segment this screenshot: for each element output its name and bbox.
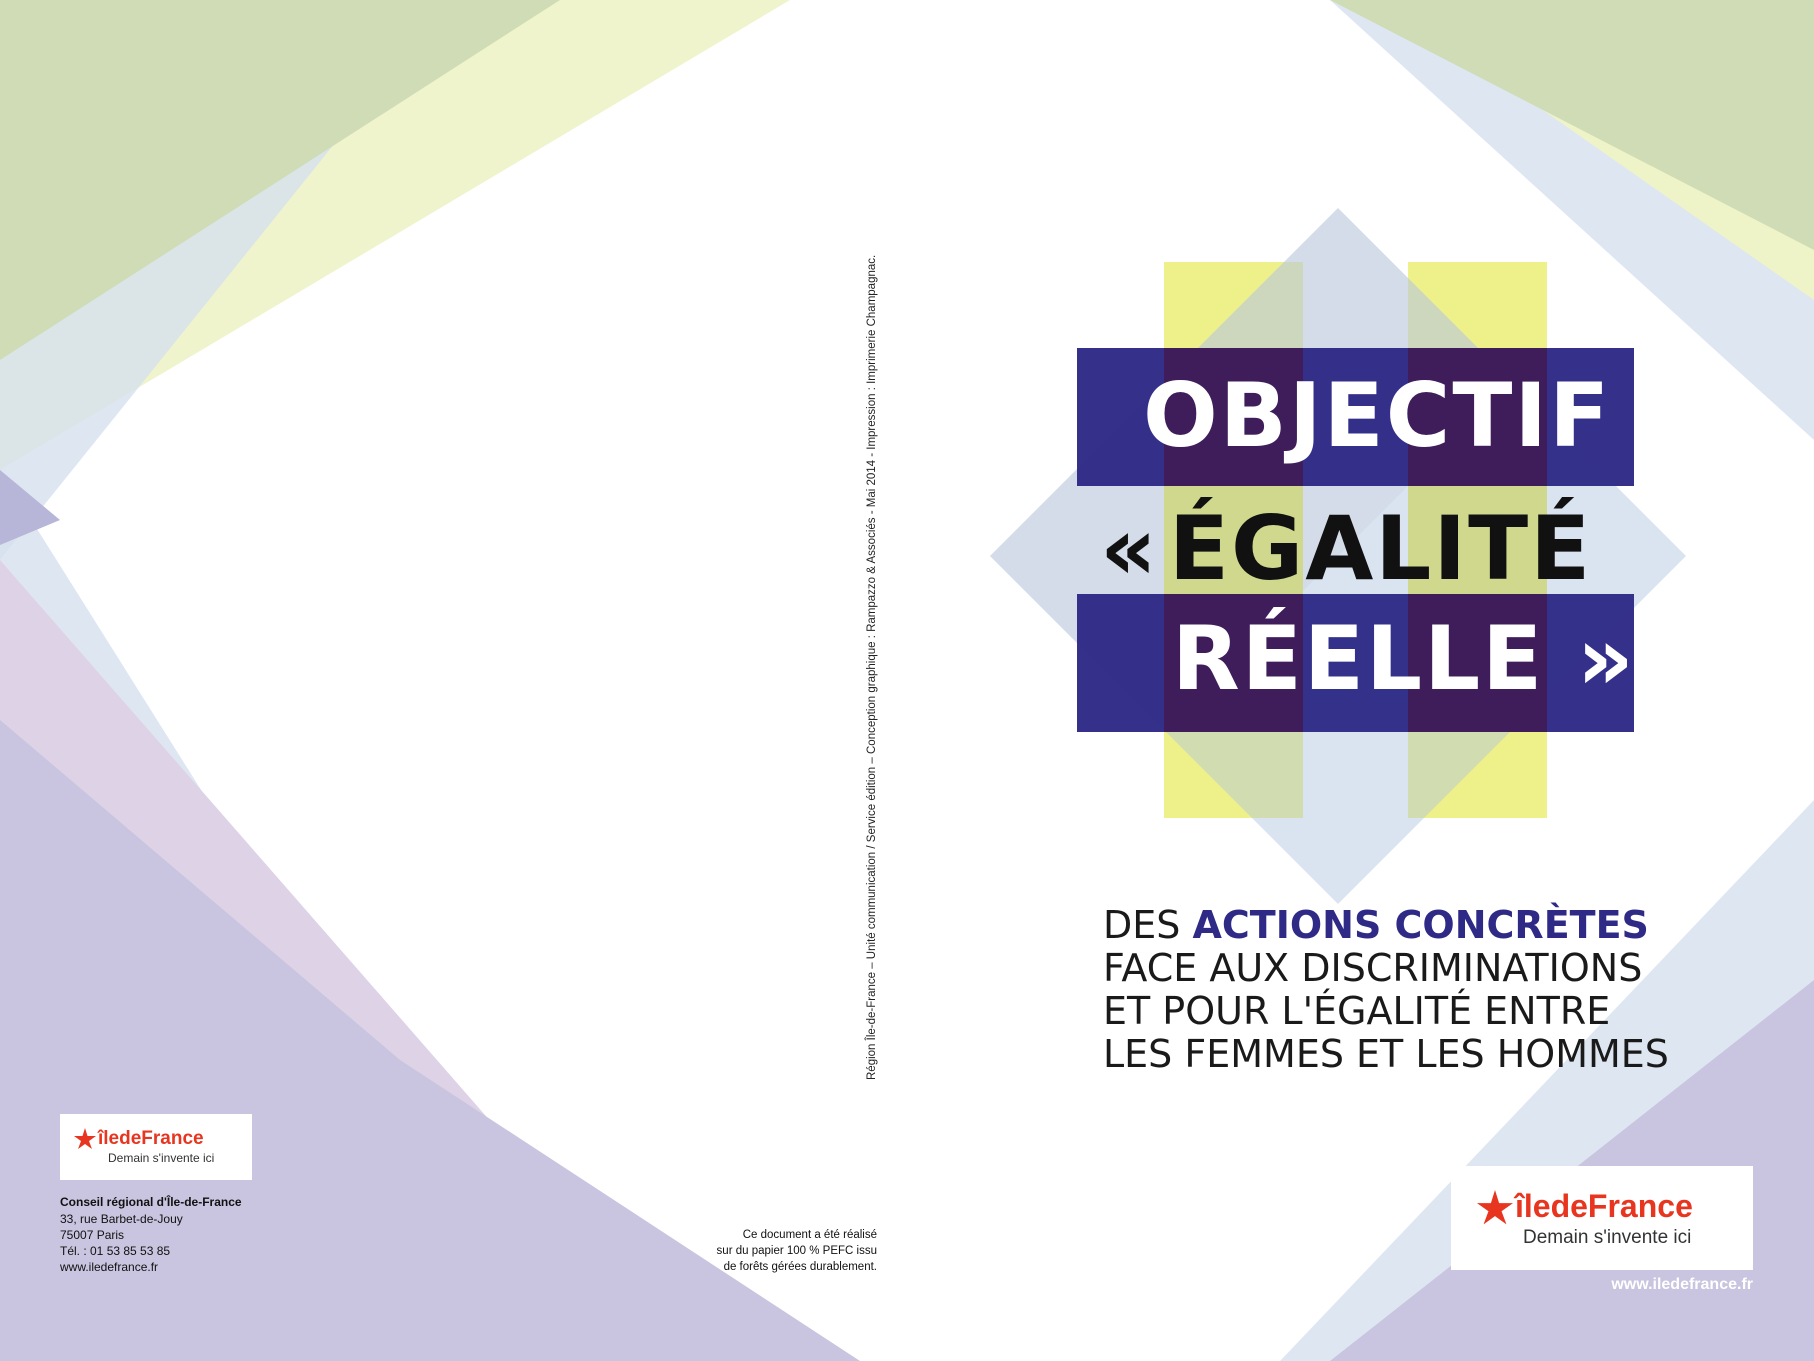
title-line-2 (1100, 497, 1593, 600)
logo-wordmark: îledeFrance (98, 1128, 204, 1149)
title-word-reelle: RÉELLE (1172, 607, 1545, 710)
title-line-3 (1172, 607, 1636, 710)
subtitle-line-3: ET POUR L'ÉGALITÉ ENTRE (1103, 989, 1611, 1033)
closing-quote: » (1576, 607, 1636, 710)
address-website[interactable]: www.iledefrance.fr (60, 1260, 159, 1274)
paper-note-line-2: sur du papier 100 % PEFC issu (716, 1245, 877, 1257)
address-city: 75007 Paris (60, 1228, 125, 1242)
paper-note-line-1: Ce document a été réalisé (742, 1229, 877, 1241)
subtitle-line-1 (1103, 903, 1649, 947)
spine-credits: Région Île-de-France – Unité communication / Service édition – Conception graphique : Rampazzo & Associés - Mai 2014 - Impression : Imprimerie Champagnac. (866, 254, 878, 1080)
logo-tagline: Demain s'invente ici (108, 1151, 215, 1165)
paper-note-line-3: de forêts gérées durablement. (723, 1261, 877, 1273)
title-line-1: OBJECTIF (1143, 364, 1612, 467)
subtitle-prefix: DES (1103, 903, 1193, 947)
website-link[interactable]: www.iledefrance.fr (1611, 1276, 1753, 1293)
opening-quote: « (1100, 497, 1159, 600)
front-cover-logo (1451, 1166, 1753, 1270)
star-icon (1477, 1190, 1513, 1226)
subtitle-line-2: FACE AUX DISCRIMINATIONS (1103, 946, 1643, 990)
star-icon (74, 1128, 96, 1150)
logo-wordmark: îledeFrance (1515, 1188, 1693, 1224)
address-phone: Tél. : 01 53 85 53 85 (60, 1244, 171, 1258)
address-name: Conseil régional d'Île-de-France (60, 1195, 242, 1209)
title-word-egalite: ÉGALITÉ (1168, 497, 1593, 600)
subtitle-line-4: LES FEMMES ET LES HOMMES (1103, 1032, 1669, 1076)
address-street: 33, rue Barbet-de-Jouy (60, 1212, 183, 1226)
logo-tagline: Demain s'invente ici (1523, 1227, 1692, 1248)
subtitle-highlight: ACTIONS CONCRÈTES (1192, 903, 1649, 947)
back-cover-logo (60, 1114, 252, 1180)
